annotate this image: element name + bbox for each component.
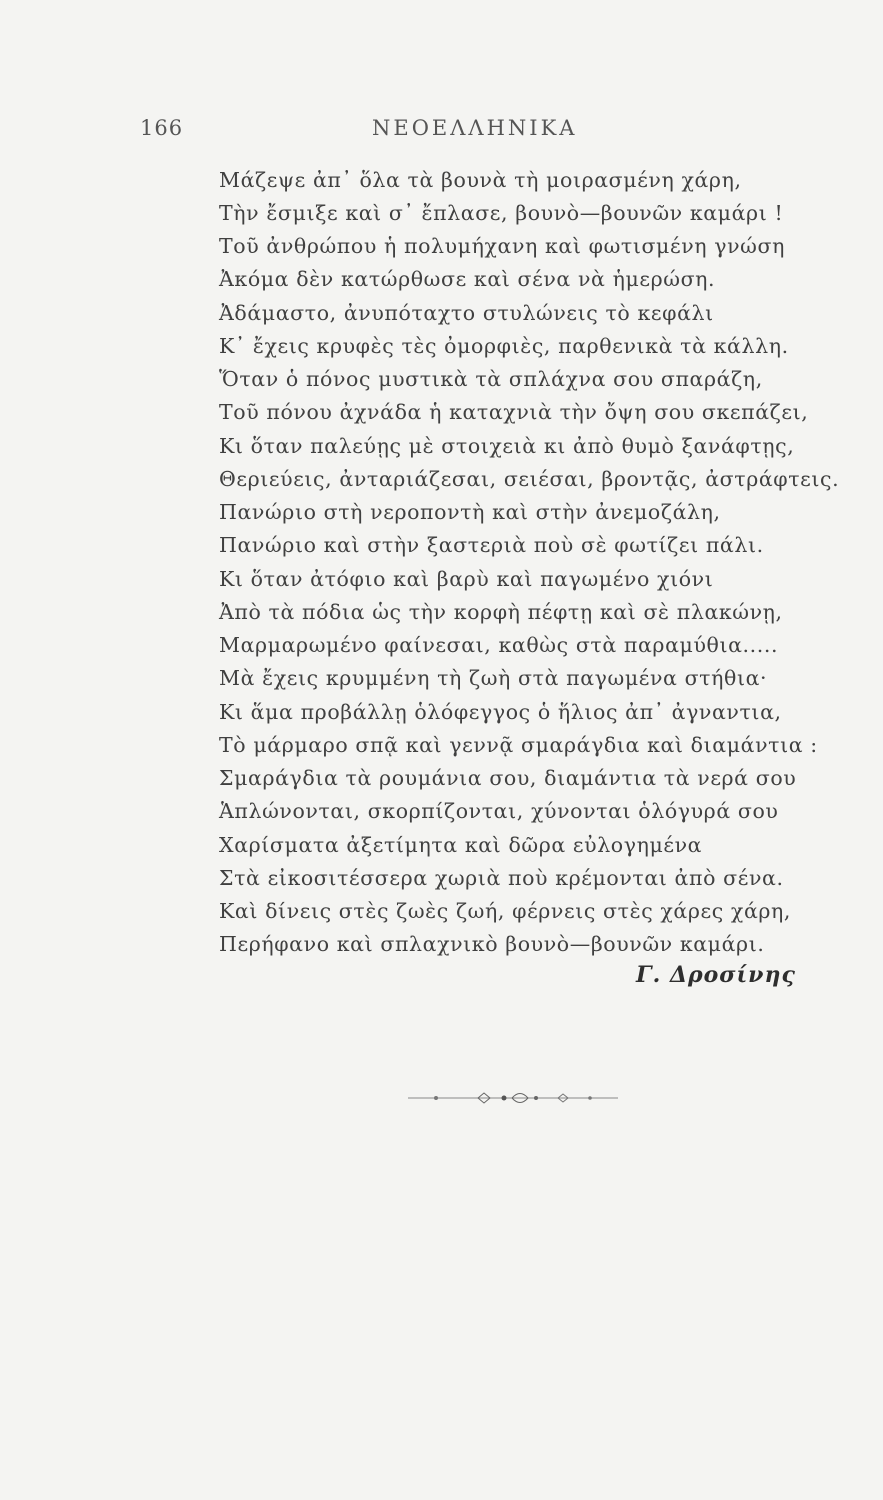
verse-line: Στὰ εἰκοσιτέσσερα χωριὰ ποὺ κρέμονται ἀπὸ σένα. <box>219 866 784 890</box>
verse-line: Κι ὅταν παλεύῃς μὲ στοιχειὰ κι ἀπὸ θυμὸ ξανάφτῃς, <box>219 434 795 458</box>
verse-line: Τοῦ ἀνθρώπου ἡ πολυμήχανη καὶ φωτισμένη γνώση <box>219 234 785 258</box>
verse-line: Μάζεψε ἀπ᾽ ὅλα τὰ βουνὰ τὴ μοιρασμένη χάρη, <box>219 168 742 192</box>
page-header <box>0 108 883 148</box>
verse-line: Μαρμαρωμένο φαίνεσαι, καθὼς στὰ παραμύθια..... <box>219 633 779 657</box>
verse-line: Κι ὅταν ἀτόφιο καὶ βαρὺ καὶ παγωμένο χιόνι <box>219 567 714 591</box>
verse-line: Κι ἅμα προβάλλῃ ὁλόφεγγος ὁ ἥλιος ἀπ᾽ ἀγναντια, <box>219 700 782 724</box>
verse-line: Χαρίσματα ἀξετίμητα καὶ δῶρα εὐλογημένα <box>219 833 703 857</box>
author-signature: Γ. Δροσίνης <box>636 962 796 988</box>
verse-line: Πανώριο στὴ νεροποντὴ καὶ στὴν ἀνεμοζάλη, <box>219 500 721 524</box>
verse-line: Πανώριο καὶ στὴν ξαστεριὰ ποὺ σὲ φωτίζει πάλι. <box>219 533 764 557</box>
verse-line: Τοῦ πόνου ἀχνάδα ἡ καταχνιὰ τὴν ὄψη σου σκεπάζει, <box>219 400 809 424</box>
verse-line: Περήφανο καὶ σπλαχνικὸ βουνὸ—βουνῶν καμάρι. <box>219 932 765 956</box>
verse-line: Ἀπὸ τὰ πόδια ὡς τὴν κορφὴ πέφτῃ καὶ σὲ πλακώνῃ, <box>219 600 783 624</box>
verse-line: Τὴν ἔσμιξε καὶ σ᾽ ἔπλασε, βουνὸ—βουνῶν καμάρι ! <box>219 201 784 225</box>
verse-line: Ἀδάμαστο, ἀνυπόταχτο στυλώνεις τὸ κεφάλι <box>219 301 714 325</box>
ornament-divider-icon <box>408 1088 618 1108</box>
verse-line: Καὶ δίνεις στὲς ζωὲς ζωή, φέρνεις στὲς χάρες χάρη, <box>219 899 792 923</box>
verse-line: Ἀκόμα δὲν κατώρθωσε καὶ σένα νὰ ἡμερώση. <box>219 267 716 291</box>
running-title: ΝΕΟΕΛΛΗΝΙΚΑ <box>372 116 578 140</box>
verse-line: Ἁπλώνονται, σκορπίζονται, χύνονται ὁλόγυρά σου <box>219 799 779 823</box>
verse-line: Κ᾽ ἔχεις κρυφὲς τὲς ὀμορφιὲς, παρθενικὰ τὰ κάλλη. <box>219 334 789 358</box>
verse-line: Σμαράγδια τὰ ρουμάνια σου, διαμάντια τὰ νερά σου <box>219 766 797 790</box>
verse-line: Θεριεύεις, ἀνταριάζεσαι, σειέσαι, βροντᾷς, ἀστράφτεις. <box>219 467 840 491</box>
verse-line: Ὅταν ὁ πόνος μυστικὰ τὰ σπλάχνα σου σπαράζη, <box>219 367 763 391</box>
page-number: 166 <box>140 116 184 140</box>
verse-line: Μὰ ἔχεις κρυμμένη τὴ ζωὴ στὰ παγωμένα στήθια· <box>219 666 768 690</box>
verse-line: Τὸ μάρμαρο σπᾷ καὶ γεννᾷ σμαράγδια καὶ διαμάντια : <box>219 733 818 757</box>
